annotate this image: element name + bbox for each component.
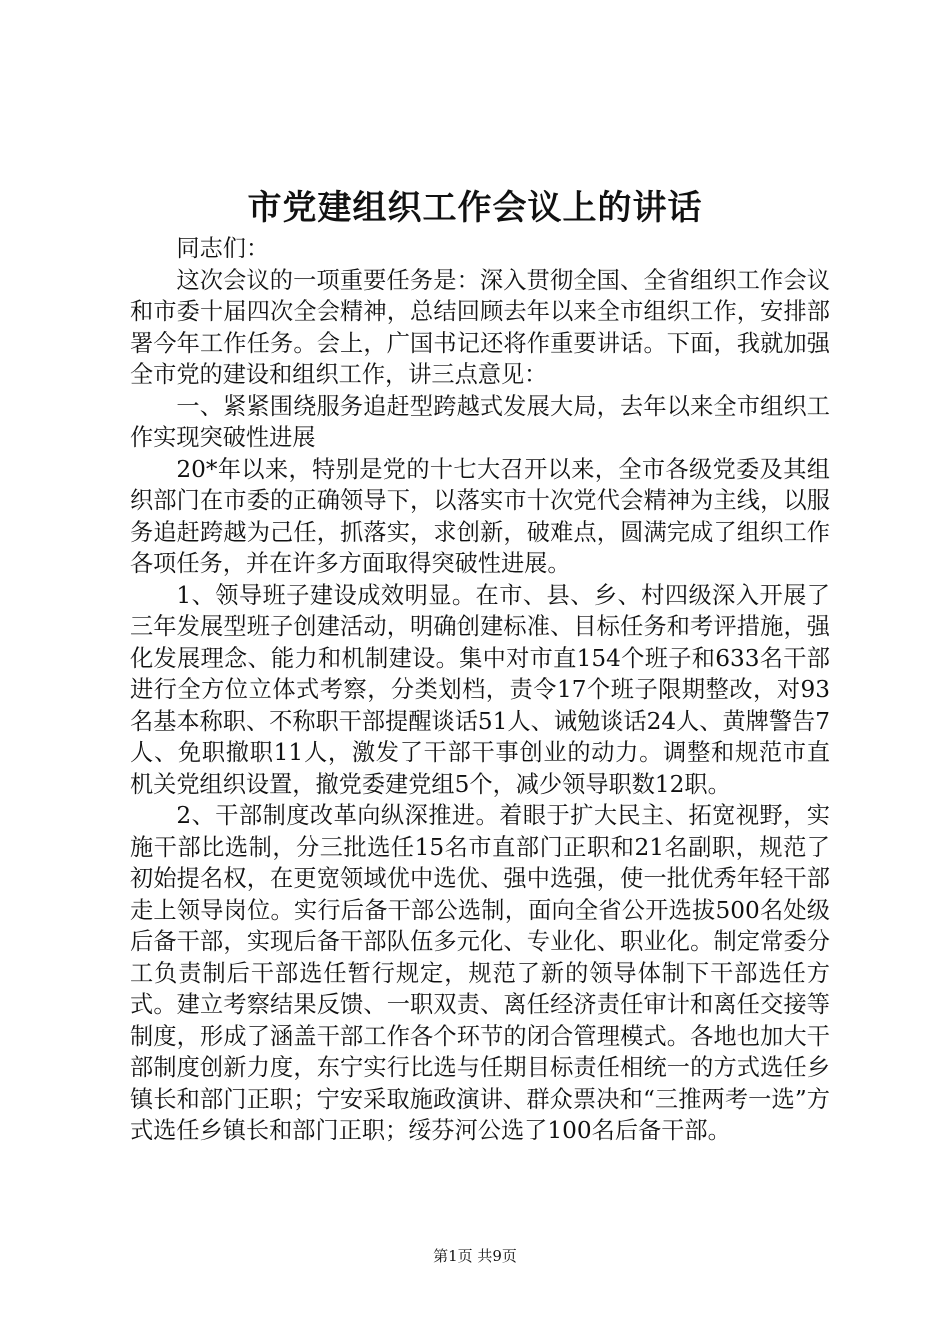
salutation: 同志们： xyxy=(176,235,270,262)
paragraph-point-1: 1、领导班子建设成效明显。在市、县、乡、村四级深入开展了三年发展型班子创建活动，明确创建标准、目标任务和考评措施，强化发展理念、能力和机制建设。集中对市直154个班子和633名干部进行全方位立体式考察，分类划档，责令17个班子限期整改，对93名基本称职、不称职干部提醒谈话51人、诫勉谈话24人、黄牌警告7人、免职撤职11人，激发了干部干事创业的动力。调整和规范市直机关党组织设置，撤党委建党组5个，减少领导职数12职。 xyxy=(130,581,830,798)
paragraph-point-2: 2、干部制度改革向纵深推进。着眼于扩大民主、拓宽视野，实施干部比选制，分三批选任15名市直部门正职和21名副职，规范了初始提名权，在更宽领域优中选优、强中选强，使一批优秀年轻干部走上领导岗位。实行后备干部公选制，面向全省公开选拔500名处级后备干部，实现后备干部队伍多元化、专业化、职业化。制定常委分工负责制后干部选任暂行规定，规范了新的领导体制下干部选任方式。建立考察结果反馈、一职双责、离任经济责任审计和离任交接等制度，形成了涵盖干部工作各个环节的闭合管理模式。各地也加大干部制度创新力度，东宁实行比选与任期目标责任相统一的方式选任乡镇长和部门正职；宁安采取施政演讲、群众票决和“三推两考一选”方式选任乡镇长和部门正职；绥芬河公选了100名后备干部。 xyxy=(130,802,830,1144)
document-body xyxy=(130,233,830,1147)
section-heading-1: 一、紧紧围绕服务追赶型跨越式发展大局，去年以来全市组织工作实现突破性进展 xyxy=(130,392,830,451)
page-number: 第1页 共9页 xyxy=(433,1247,517,1265)
paragraph-intro: 这次会议的一项重要任务是：深入贯彻全国、全省组织工作会议和市委十届四次全会精神，总结回顾去年以来全市组织工作，安排部署今年工作任务。会上，广国书记还将作重要讲话。下面，我就加强全市党的建设和组织工作，讲三点意见： xyxy=(130,266,830,388)
paragraph-overview: 20*年以来，特别是党的十七大召开以来，全市各级党委及其组织部门在市委的正确领导下，以落实市十次党代会精神为主线，以服务追赶跨越为己任，抓落实，求创新，破难点，圆满完成了组织工作各项任务，并在许多方面取得突破性进展。 xyxy=(130,455,830,577)
document-title: 市党建组织工作会议上的讲话 xyxy=(247,188,703,228)
